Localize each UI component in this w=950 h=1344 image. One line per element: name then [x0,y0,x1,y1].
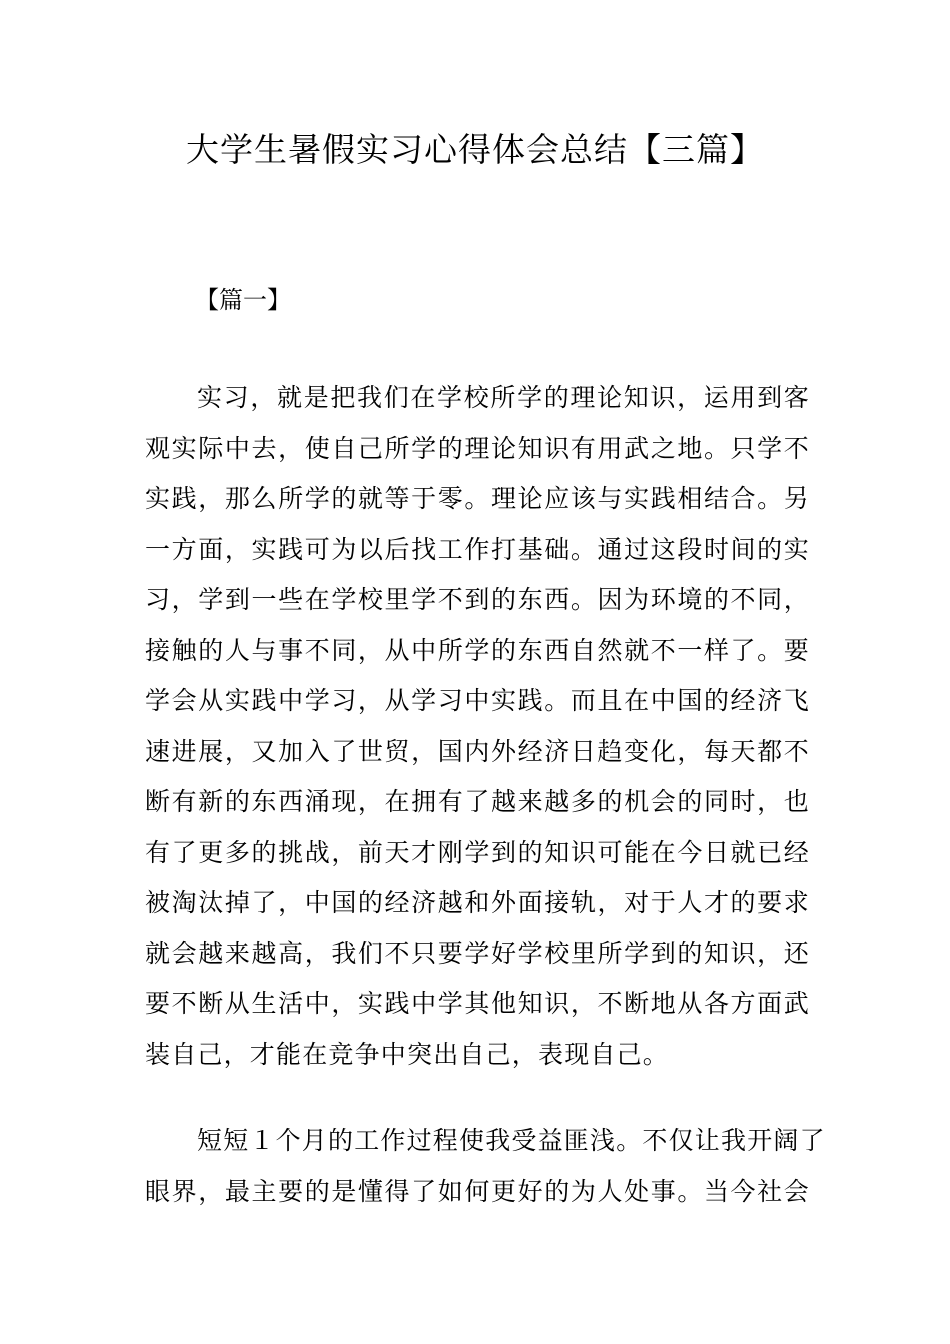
paragraph-line: 装自己，才能在竞争中突出自己，表现自己。 [145,1039,670,1069]
paragraph-line: 一方面，实践可为以后找工作打基础。通过这段时间的实 [145,534,810,564]
paragraph-line: 接触的人与事不同，从中所学的东西自然就不一样了。要 [145,635,810,665]
paragraph-line: 学会从实践中学习，从学习中实践。而且在中国的经济飞 [145,686,810,715]
paragraph-line: 有了更多的挑战，前天才刚学到的知识可能在今日就已经 [145,837,810,867]
document-title: 大学生暑假实习心得体会总结【三篇】 [186,130,764,169]
paragraph-2 [145,1116,826,1217]
paragraph-line: 就会越来越高，我们不只要学好学校里所学到的知识，还 [145,938,810,968]
paragraph-line: 实践，那么所学的就等于零。理论应该与实践相结合。另 [145,484,810,513]
paragraph-line: 断有新的东西涌现，在拥有了越来越多的机会的同时，也 [145,787,810,816]
section-heading: 【篇一】 [195,286,291,314]
paragraph-line: 习，学到一些在学校里学不到的东西。因为环境的不同， [145,585,810,614]
paragraph-line: 眼界，最主要的是懂得了如何更好的为人处事。当今社会 [145,1176,810,1206]
paragraph-line: 观实际中去，使自己所学的理论知识有用武之地。只学不 [145,433,810,463]
paragraph-1 [145,373,810,1080]
paragraph-line: 实习，就是把我们在学校所学的理论知识，运用到客 [197,383,810,412]
paragraph-line: 要不断从生活中，实践中学其他知识，不断地从各方面武 [145,989,810,1018]
paragraph-line: 被淘汰掉了，中国的经济越和外面接轨，对于人才的要求 [145,888,810,917]
paragraph-line: 短短１个月的工作过程使我受益匪浅。不仅让我开阔了 [197,1126,826,1155]
paragraph-line: 速进展，又加入了世贸，国内外经济日趋变化，每天都不 [145,736,810,766]
